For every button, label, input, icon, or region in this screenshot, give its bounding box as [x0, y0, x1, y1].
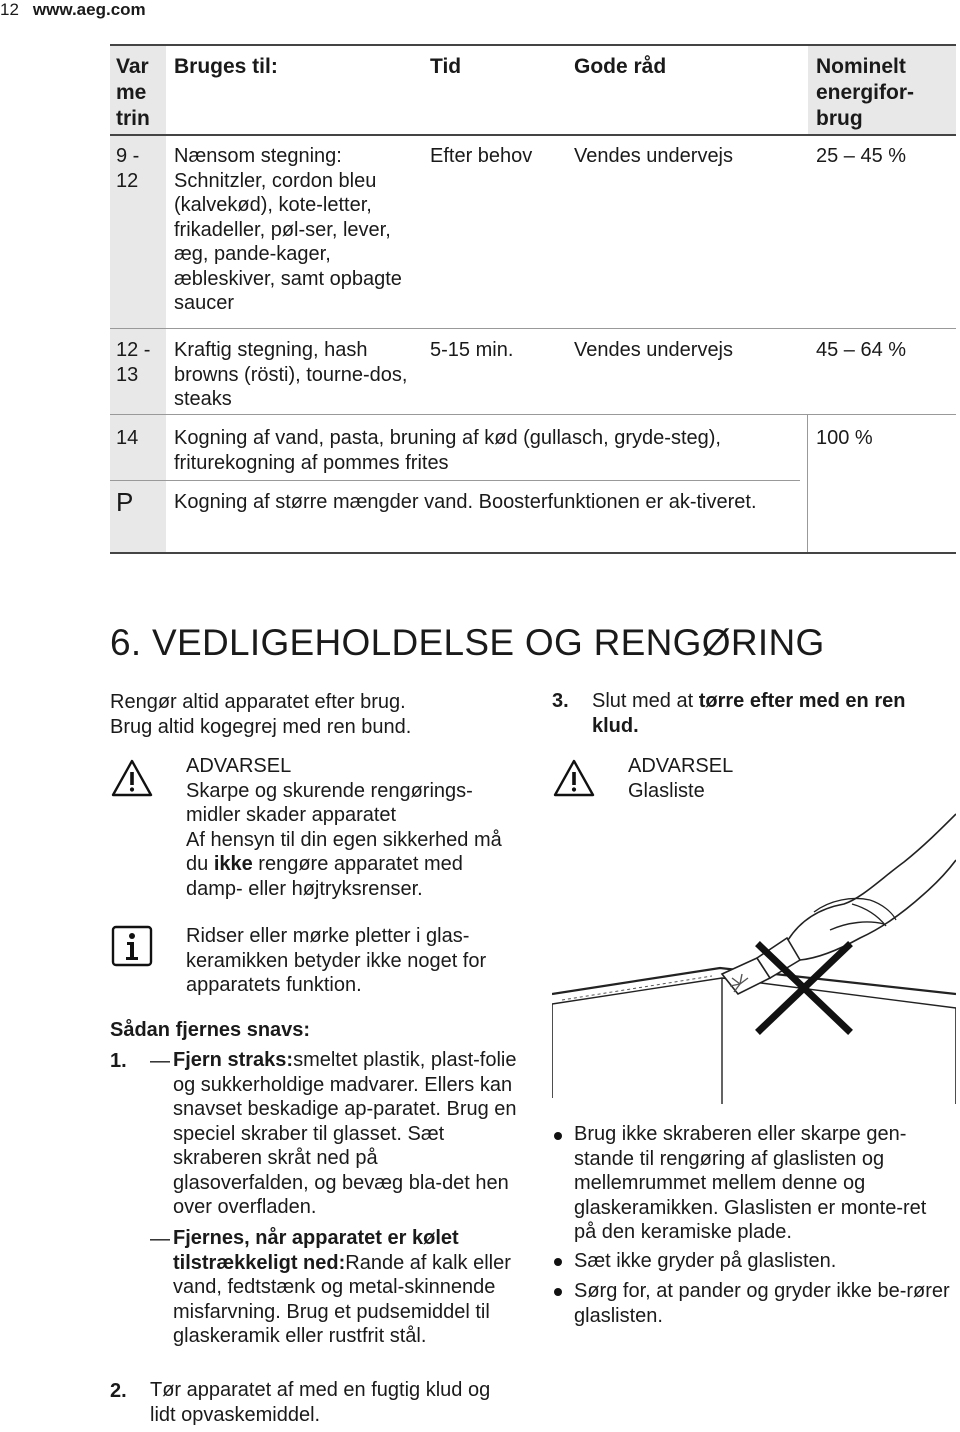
- row3-level: 14: [116, 427, 139, 449]
- row2-energy: 45 – 64 %: [816, 339, 907, 361]
- header-time: Tid: [430, 55, 462, 78]
- warning-icon: [552, 758, 596, 798]
- header-url: www.aeg.com: [32, 0, 146, 19]
- header-rule: [110, 134, 956, 136]
- step-2-text: Tør apparatet af med en fugtig klud og lidt opvaskemiddel.: [150, 1379, 491, 1426]
- row1-time: Efter behov: [430, 145, 533, 167]
- bullet-1: Brug ikke skraberen eller skarpe gen-stande til rengøring af glaslisten og mellemrummet mellem denne og glaskeramikken. Glaslisten er monte-ret på den keramiske plade.: [574, 1123, 927, 1243]
- warning-text: Glasliste: [628, 779, 705, 802]
- step-2-number: 2.: [110, 1380, 127, 1402]
- row1-energy: 25 – 45 %: [816, 145, 907, 167]
- row1-use: Nænsom stegning: Schnitzler, cordon bleu (kalvekød), kote-letter, frikadeller, pøl-ser, lever, æg, pande-kager, æbleskiver, samt opbagte saucer: [174, 145, 402, 314]
- step-3-number: 3.: [552, 690, 569, 712]
- row2-tips: Vendes undervejs: [574, 339, 734, 361]
- bullet-marker: [554, 1258, 562, 1266]
- page-number: 12: [0, 0, 19, 19]
- row-rule: [110, 328, 956, 329]
- header-tips: Gode råd: [574, 55, 667, 78]
- row1-level: 9 - 12: [116, 145, 140, 192]
- dash-marker: —: [150, 1228, 170, 1250]
- header-energy: Nominelt energifor-brug: [816, 55, 915, 130]
- warning-title: ADVARSEL: [628, 755, 734, 777]
- intro-text: [110, 690, 510, 739]
- row3-use: Kogning af vand, pasta, bruning af kød (gullasch, gryde-steg), friturekogning af pommes frites: [174, 427, 721, 474]
- step-1-sub-1: Fjern straks:smeltet plastik, plast-folie og sukkerholdige madvarer. Ellers kan snavset beskadige ap-paratet. Brug en speciel skraber til glasset. Sæt skraberen skråt ned på glasoverfalden, og bevæg bla-det hen over overfladen.: [173, 1049, 517, 1218]
- step-1-number: 1.: [110, 1050, 127, 1072]
- warning-icon: [110, 758, 154, 798]
- intro-line-1: Rengør altid apparatet efter brug.: [110, 691, 406, 713]
- dash-marker: —: [150, 1050, 170, 1072]
- step-3-text: Slut med at tørre efter med en ren klud.: [592, 690, 906, 737]
- header-level: Var me trin: [116, 55, 150, 130]
- info-icon: [110, 924, 154, 968]
- row-rule: [110, 480, 800, 481]
- intro-line-2: Brug altid kogegrej med ren bund.: [110, 715, 412, 738]
- row2-time: 5-15 min.: [430, 339, 514, 361]
- warning-block-1: [186, 754, 516, 901]
- table-top-rule: [110, 44, 956, 46]
- row4-level: P: [116, 487, 134, 517]
- warning-block-2: [628, 754, 928, 803]
- row2-use: Kraftig stegning, hash browns (rösti), tourne-dos, steaks: [174, 339, 408, 410]
- row4-use: Kogning af større mængder vand. Boosterfunktionen er ak-tiveret.: [174, 491, 757, 513]
- table-bottom-rule: [110, 552, 956, 554]
- scraper-glass-strip-illustration: [552, 808, 956, 1104]
- row-rule: [110, 414, 956, 415]
- bullet-2: Sæt ikke gryder på glaslisten.: [574, 1250, 837, 1272]
- info-text: Ridser eller mørke pletter i glas-keramikken betyder ikke noget for apparatets funktion.: [186, 925, 487, 996]
- warning-text-2: Af hensyn til din egen sikkerhed må du ikke rengøre apparatet med damp- eller højtryksrenser.: [186, 828, 502, 900]
- step-1-sub-2: Fjernes, når apparatet er kølet tilstrækkeligt ned:Rande af kalk eller vand, fedtstænk og metal-skinnende misfarvning. Brug et pudsemiddel til glaskeramik eller rustfrit stål.: [173, 1227, 511, 1347]
- warning-title: ADVARSEL: [186, 755, 292, 777]
- removal-heading: Sådan fjernes snavs:: [110, 1019, 311, 1041]
- header-use: Bruges til:: [174, 55, 278, 78]
- bullet-3: Sørg for, at pander og gryder ikke be-rører glaslisten.: [574, 1280, 950, 1327]
- heat-level-table: [110, 44, 956, 554]
- page-header: [0, 0, 146, 20]
- row2-level: 12 - 13: [116, 339, 151, 386]
- bullet-marker: [554, 1132, 562, 1140]
- bullet-marker: [554, 1288, 562, 1296]
- energy-merged-divider: [807, 414, 808, 554]
- warning-text-1: Skarpe og skurende rengørings-midler skader apparatet: [186, 779, 473, 826]
- row1-tips: Vendes undervejs: [574, 145, 734, 167]
- section-title: 6. VEDLIGEHOLDELSE OG RENGØRING: [110, 622, 825, 663]
- row3-energy: 100 %: [816, 427, 873, 449]
